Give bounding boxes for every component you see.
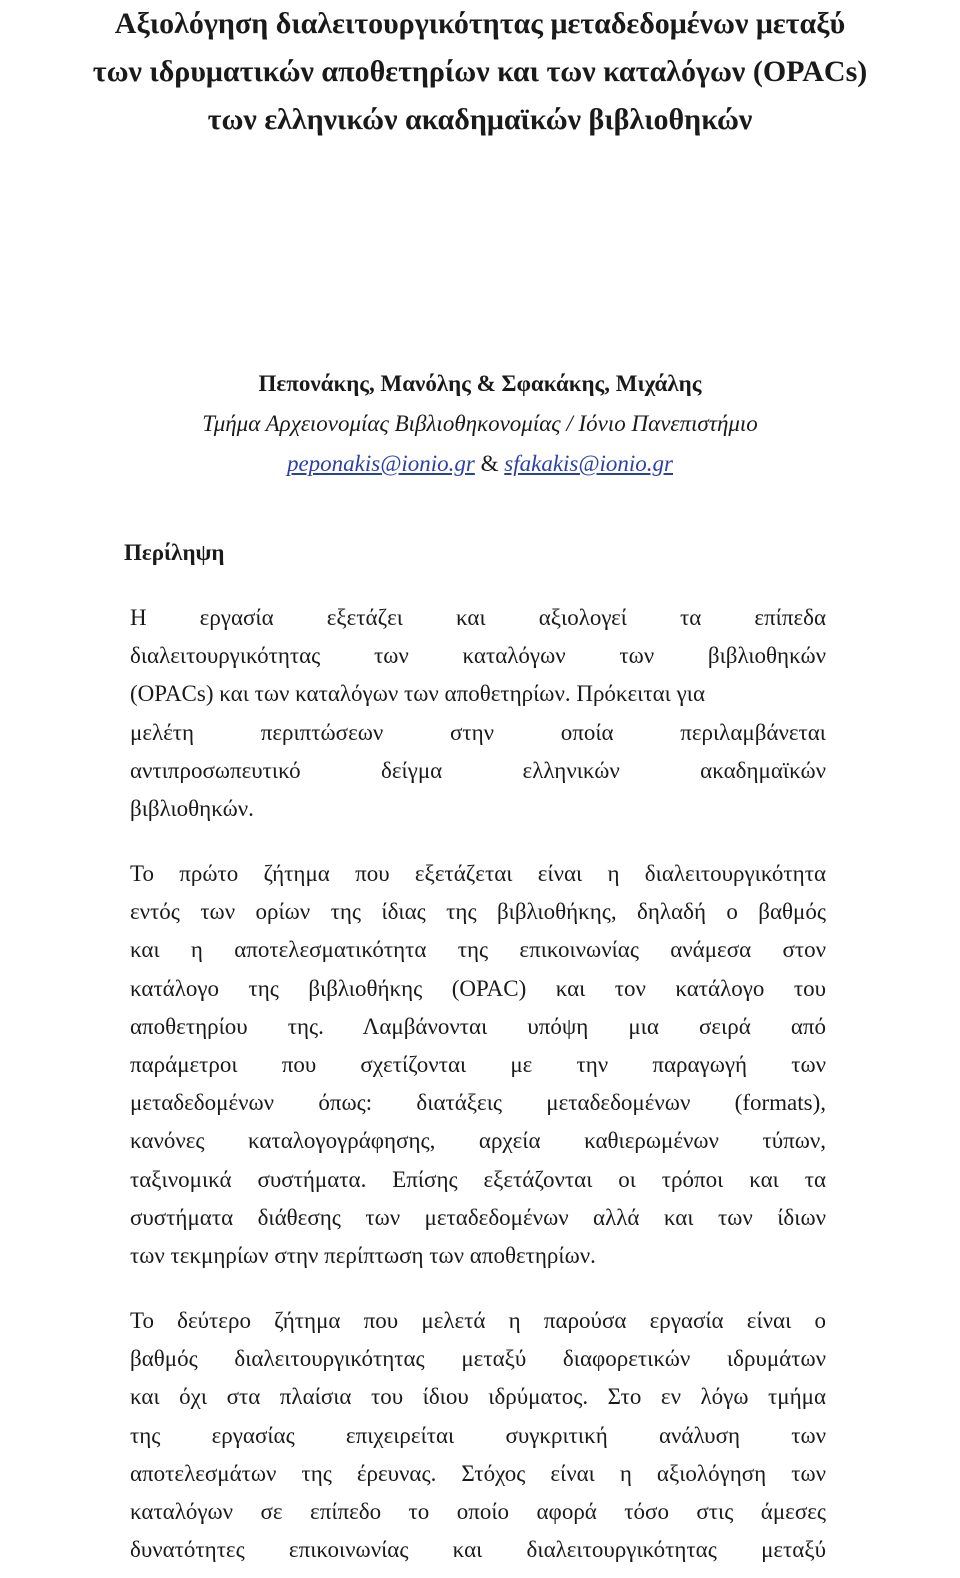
paragraph-line: διαλειτουργικότητας των καταλόγων των βιβλιοθηκών (130, 643, 826, 669)
email-link-peponakis[interactable]: peponakis@ionio.gr (286, 451, 475, 476)
paragraph-line: βιβλιοθηκών. (130, 795, 254, 821)
author-block (0, 364, 960, 484)
paragraph-line: βαθμός διαλειτουργικότητας μεταξύ διαφορετικών ιδρυμάτων (130, 1346, 826, 1372)
paragraph-line: αποθετηρίου της. Λαμβάνονται υπόψη μια σειρά από (130, 1013, 826, 1039)
title-line-1: Αξιολόγηση διαλειτουργικότητας μεταδεδομένων μεταξύ (114, 7, 846, 40)
paragraph-line: των τεκμηρίων στην περίπτωση των αποθετηρίων. (130, 1242, 596, 1268)
paragraph-line: αντιπροσωπευτικό δείγμα ελληνικών ακαδημαϊκών (130, 757, 826, 783)
email-separator: & (480, 451, 499, 476)
paper-title (0, 0, 960, 144)
email-link-sfakakis[interactable]: sfakakis@ionio.gr (504, 451, 674, 476)
paragraph-line: συστήματα διάθεσης των μεταδεδομένων αλλά και των ίδιων (130, 1204, 826, 1230)
paragraph-line: και η αποτελεσματικότητα της επικοινωνίας ανάμεσα στον (130, 937, 826, 963)
author-emails (0, 444, 960, 484)
paragraph-line: κανόνες καταλογογράφησης, αρχεία καθιερωμένων τύπων, (130, 1128, 826, 1154)
paragraph-line: ταξινομικά συστήματα. Επίσης εξετάζονται οι τρόποι και τα (130, 1166, 826, 1192)
abstract-heading: Περίληψη (124, 540, 225, 565)
paragraph-line: δυνατότητες επικοινωνίας και διαλειτουργικότητας μεταξύ (130, 1537, 826, 1563)
paragraph-line: κατάλογο της βιβλιοθήκης (OPAC) και τον κατάλογο του (130, 975, 826, 1001)
paragraph-line: Η εργασία εξετάζει και αξιολογεί τα επίπεδα (130, 605, 826, 630)
paragraph-line: (OPACs) και των καταλόγων των αποθετηρίων. Πρόκειται για (130, 681, 705, 707)
paragraph-line: εντός των ορίων της ίδιας της βιβλιοθήκης, δηλαδή ο βαθμός (130, 899, 826, 925)
paragraph-line: Το πρώτο ζήτημα που εξετάζεται είναι η διαλειτουργικότητα (130, 861, 826, 886)
paragraph-line: καταλόγων σε επίπεδο το οποίο αφορά τόσο στις άμεσες (130, 1498, 826, 1524)
title-line-3: των ελληνικών ακαδημαϊκών βιβλιοθηκών (207, 103, 753, 136)
author-department: Τμήμα Αρχειονομίας Βιβλιοθηκονομίας / Ιόνιο Πανεπιστήμιο (202, 411, 758, 436)
title-line-2: των ιδρυματικών αποθετηρίων και των καταλόγων (OPACs) (92, 55, 868, 88)
paragraph-line: μελέτη περιπτώσεων στην οποία περιλαμβάνεται (130, 719, 826, 745)
paragraph-line: παράμετροι που σχετίζονται με την παραγωγή των (130, 1051, 826, 1077)
abstract-paragraph-2 (130, 855, 826, 1275)
paragraph-line: μεταδεδομένων όπως: διατάξεις μεταδεδομένων (formats), (130, 1090, 826, 1116)
author-names: Πεπονάκης, Μανόλης & Σφακάκης, Μιχάλης (258, 371, 702, 396)
paragraph-line: της εργασίας επιχειρείται συγκριτική ανάλυση των (130, 1422, 826, 1448)
paragraph-line: Το δεύτερο ζήτημα που μελετά η παρούσα εργασία είναι ο (130, 1308, 826, 1333)
paragraph-line: αποτελεσμάτων της έρευνας. Στόχος είναι η αξιολόγηση των (130, 1460, 826, 1486)
abstract-paragraph-3 (130, 1302, 826, 1569)
paragraph-line: και όχι στα πλαίσια του ίδιου ιδρύματος. Στο εν λόγω τμήμα (130, 1384, 826, 1410)
abstract-paragraph-1 (130, 599, 826, 828)
